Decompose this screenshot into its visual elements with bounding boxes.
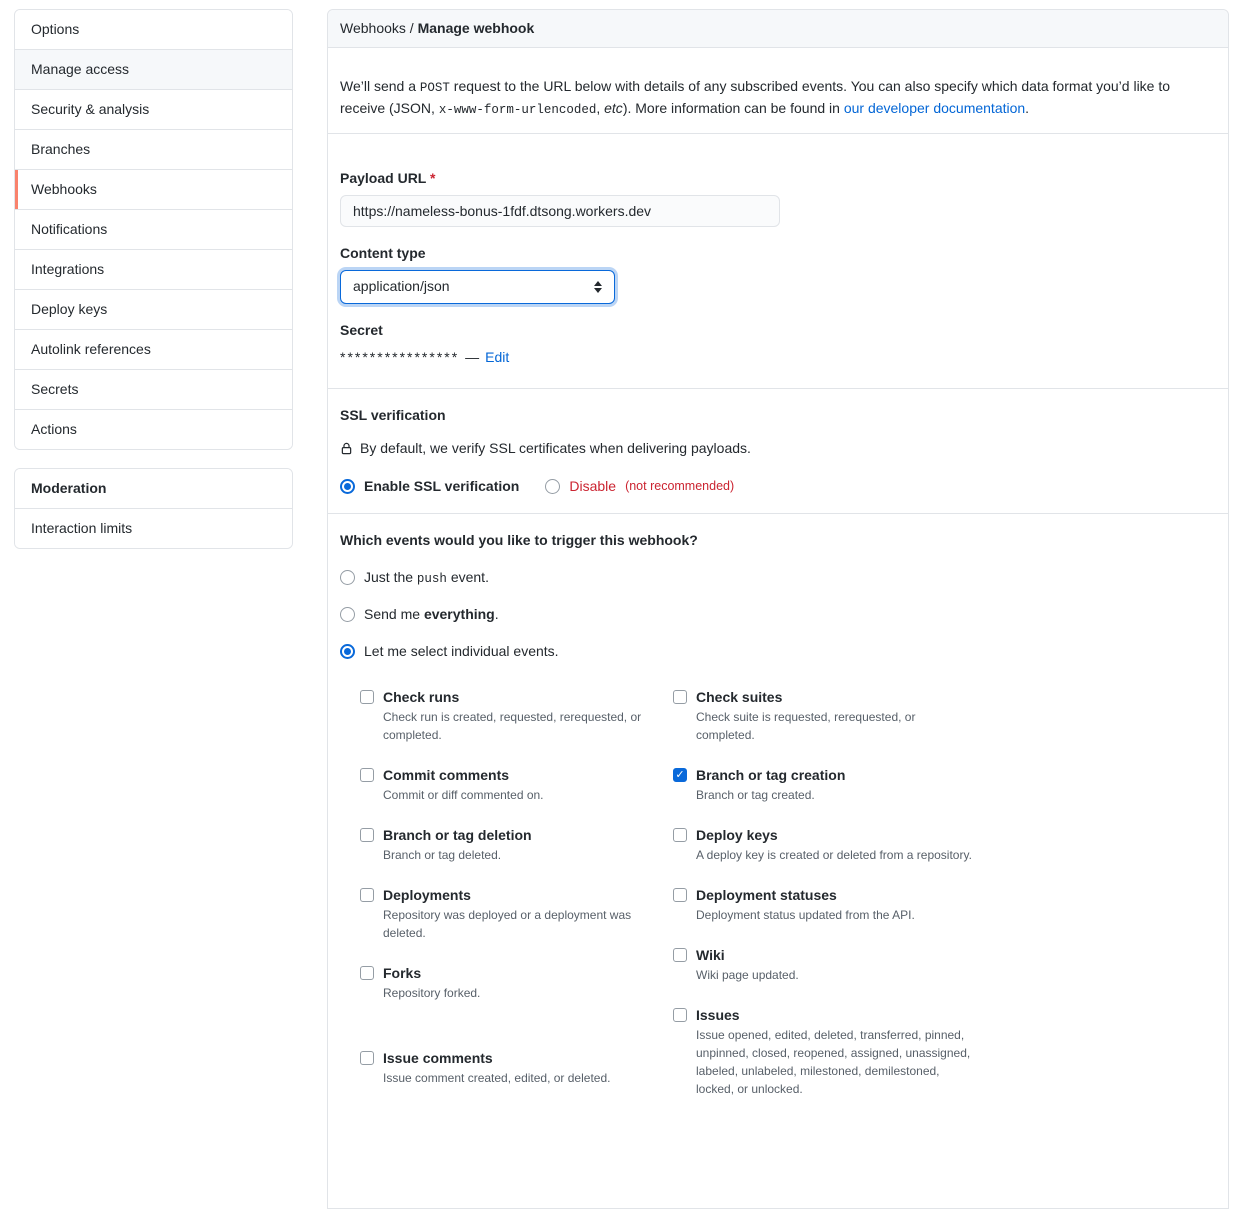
option-just-push[interactable] — [340, 567, 1216, 589]
ssl-disable-option[interactable] — [545, 476, 734, 497]
events-column-left — [360, 687, 673, 1119]
sidebar-item-integrations[interactable]: Integrations — [15, 249, 292, 289]
event-desc: Repository was deployed or a deployment was deleted. — [383, 908, 632, 941]
secret-group — [340, 320, 1216, 368]
forks-checkbox[interactable] — [360, 966, 374, 980]
ssl-disable-note: (not recommended) — [625, 478, 735, 493]
event-desc: A deploy key is created or deleted from a repository. — [696, 848, 972, 863]
event-label[interactable]: Issues — [696, 1007, 740, 1024]
trigger-events-section — [328, 514, 1228, 1136]
breadcrumb — [328, 10, 1228, 48]
commit-comments-checkbox[interactable] — [360, 768, 374, 782]
ssl-disable-radio[interactable] — [545, 479, 560, 494]
urlencoded-code: x-www-form-urlencoded — [438, 102, 597, 117]
sidebar-item-notifications[interactable]: Notifications — [15, 209, 292, 249]
just-push-radio[interactable] — [340, 570, 355, 585]
breadcrumb-separator: / — [409, 20, 414, 36]
individual-events-radio[interactable] — [340, 644, 355, 659]
event-desc: Branch or tag deleted. — [383, 848, 502, 863]
events-column-right — [673, 687, 986, 1119]
event-deployment-statuses[interactable] — [673, 885, 986, 924]
payload-url-group — [340, 168, 1216, 227]
ssl-enable-radio[interactable] — [340, 479, 355, 494]
ssl-note-row — [340, 438, 1216, 459]
event-deployments[interactable] — [360, 885, 673, 942]
secret-label: Secret — [340, 321, 383, 338]
event-label[interactable]: Forks — [383, 965, 422, 982]
sidebar-item-actions[interactable]: Actions — [15, 409, 292, 449]
event-desc: Issue opened, edited, deleted, transferred, pinned, unpinned, closed, reopened, assigned, unassigned, labeled, unlabeled, milestoned, demilestoned, locked, or unlocked. — [696, 1028, 971, 1097]
sidebar-item-interaction-limits[interactable]: Interaction limits — [15, 508, 292, 548]
sidebar-item-secrets[interactable]: Secrets — [15, 369, 292, 409]
ssl-note-text: By default, we verify SSL certificates when delivering payloads. — [360, 439, 751, 456]
individual-events-label[interactable]: Let me select individual events. — [364, 643, 559, 660]
send-everything-radio[interactable] — [340, 607, 355, 622]
send-everything-label[interactable]: Send me everything. — [364, 606, 499, 623]
event-desc: Check run is created, requested, rerequested, or completed. — [383, 710, 642, 743]
content-type-selected-value: application/json — [353, 278, 450, 294]
moderation-header: Moderation — [15, 469, 292, 508]
issues-checkbox[interactable] — [673, 1008, 687, 1022]
required-asterisk: * — [430, 169, 436, 186]
event-desc: Repository forked. — [383, 986, 481, 1001]
content-type-label: Content type — [340, 244, 426, 261]
secret-masked-value: **************** — [340, 348, 460, 365]
event-label[interactable]: Branch or tag deletion — [383, 827, 532, 844]
event-check-runs[interactable] — [360, 687, 673, 744]
sidebar-item-webhooks[interactable]: Webhooks — [15, 169, 292, 209]
event-forks[interactable] — [360, 963, 673, 1002]
ssl-section-heading: SSL verification — [340, 406, 446, 423]
issue-comments-checkbox[interactable] — [360, 1051, 374, 1065]
event-issue-comments[interactable] — [360, 1048, 673, 1087]
event-label[interactable]: Commit comments — [383, 767, 510, 784]
event-label[interactable]: Deployments — [383, 887, 471, 904]
select-caret-icon — [594, 281, 602, 293]
ssl-enable-option[interactable] — [340, 476, 519, 497]
sidebar-item-deploy-keys[interactable]: Deploy keys — [15, 289, 292, 329]
content-type-select[interactable] — [340, 270, 615, 304]
event-branch-tag-creation[interactable] — [673, 765, 986, 804]
payload-url-input[interactable] — [340, 195, 780, 227]
ssl-radio-group — [340, 476, 1216, 497]
event-branch-tag-deletion[interactable] — [360, 825, 673, 864]
event-desc: Issue comment created, edited, or deleted. — [383, 1071, 611, 1086]
event-desc: Deployment status updated from the API. — [696, 908, 915, 923]
secret-value-row — [340, 347, 1216, 368]
breadcrumb-webhooks-link[interactable]: Webhooks — [340, 20, 406, 36]
breadcrumb-current-page: Manage webhook — [417, 20, 535, 36]
event-check-suites[interactable] — [673, 687, 986, 744]
event-label[interactable]: Wiki — [696, 947, 725, 964]
manage-webhook-panel — [327, 9, 1229, 1209]
event-wiki[interactable] — [673, 945, 986, 984]
lock-icon — [340, 441, 353, 456]
webhook-intro-text: We’ll send a POST request to the URL below with details of any subscribed events. You can also specify which data format you’d like to receive (JSON, x-www-form-urlencoded, etc). More information can be found in our developer documentation. — [328, 62, 1228, 134]
ssl-disable-label[interactable]: Disable — [569, 477, 617, 494]
sidebar-item-autolink-references[interactable]: Autolink references — [15, 329, 292, 369]
content-type-group — [340, 243, 1216, 304]
event-label[interactable]: Issue comments — [383, 1050, 493, 1067]
just-push-label[interactable]: Just the push event. — [364, 568, 489, 586]
event-desc: Wiki page updated. — [696, 968, 799, 983]
event-issues[interactable] — [673, 1005, 986, 1098]
event-label[interactable]: Check runs — [383, 689, 460, 706]
check-suites-checkbox[interactable] — [673, 690, 687, 704]
event-label[interactable]: Branch or tag creation — [696, 767, 846, 784]
event-commit-comments[interactable] — [360, 765, 673, 804]
moderation-nav-box — [14, 468, 293, 549]
settings-sidebar — [14, 9, 293, 549]
option-send-everything[interactable] — [340, 604, 1216, 625]
sidebar-item-options[interactable]: Options — [15, 10, 292, 49]
event-label[interactable]: Deploy keys — [696, 827, 778, 844]
secret-dash: — — [465, 348, 480, 365]
sidebar-item-manage-access[interactable]: Manage access — [15, 49, 292, 89]
event-desc: Commit or diff commented on. — [383, 788, 544, 803]
event-desc: Check suite is requested, rerequested, or completed. — [696, 710, 916, 743]
event-deploy-keys[interactable] — [673, 825, 986, 864]
secret-edit-link[interactable]: Edit — [485, 348, 510, 365]
sidebar-item-security-analysis[interactable]: Security & analysis — [15, 89, 292, 129]
event-label[interactable]: Deployment statuses — [696, 887, 837, 904]
sidebar-item-branches[interactable]: Branches — [15, 129, 292, 169]
post-code: POST — [419, 81, 450, 95]
developer-documentation-link[interactable]: our developer documentation — [843, 99, 1026, 116]
event-desc: Branch or tag created. — [696, 788, 815, 803]
event-label[interactable]: Check suites — [696, 689, 783, 706]
settings-nav-box — [14, 9, 293, 450]
payload-url-label: Payload URL * — [340, 169, 436, 186]
events-question: Which events would you like to trigger this webhook? — [340, 531, 698, 548]
wiki-checkbox[interactable] — [673, 948, 687, 962]
events-checkbox-grid — [340, 687, 1216, 1119]
ssl-verification-section — [328, 389, 1228, 514]
deployments-checkbox[interactable] — [360, 888, 374, 902]
webhook-form-section — [328, 148, 1228, 389]
deploy-keys-checkbox[interactable] — [673, 828, 687, 842]
option-individual-events[interactable] — [340, 641, 1216, 662]
deployment-statuses-checkbox[interactable] — [673, 888, 687, 902]
check-runs-checkbox[interactable] — [360, 690, 374, 704]
branch-tag-creation-checkbox[interactable] — [673, 768, 687, 782]
branch-tag-deletion-checkbox[interactable] — [360, 828, 374, 842]
ssl-enable-label[interactable]: Enable SSL verification — [364, 477, 520, 494]
